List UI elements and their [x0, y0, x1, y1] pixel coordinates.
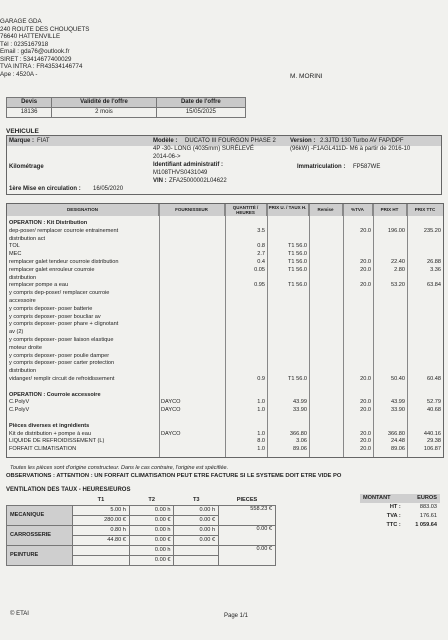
cell-designation: LIQUIDE DE REFROIDISSEMENT (L)	[9, 438, 105, 445]
table-row	[7, 345, 443, 352]
cell-prix-ht: 366.80	[387, 430, 405, 437]
cell-designation: distribution	[9, 368, 37, 375]
cell-fournisseur: DAYCO	[161, 430, 181, 437]
carrosserie-t3-euros: 0.00 €	[174, 536, 219, 546]
mecanique-label: MECANIQUE	[7, 506, 73, 526]
cell-designation: TOL	[9, 243, 20, 250]
table-row	[7, 236, 443, 243]
peinture-t2-hours: 0.00 h	[129, 546, 174, 556]
cell-quantite: 0.4	[257, 259, 265, 265]
mecanique-t1-hours: 5.00 h	[73, 506, 130, 516]
table-row	[7, 321, 443, 328]
garage-address-block	[0, 18, 89, 79]
cell-quantite: 1.0	[257, 407, 265, 414]
col-tva: %TVA	[343, 204, 373, 216]
cell-prix-unitaire: 43.99	[293, 399, 307, 406]
table-row	[7, 423, 443, 430]
cell-designation: distribution act	[9, 235, 46, 242]
garage-email: Email : gda76@outlook.fr	[0, 48, 70, 56]
version-label: Version :	[290, 138, 316, 144]
validite-header: Validité de l'offre	[52, 98, 157, 108]
modele-line-2: 4P -30- LONG (4035mm) SURÉLEVÉ	[153, 146, 254, 152]
cell-prix-ttc: 63.84	[427, 282, 441, 289]
cell-quantite: 0.05	[254, 266, 265, 273]
peinture-pieces: 0.00 €	[219, 546, 276, 566]
devis-info-table	[6, 97, 246, 118]
cell-prix-ttc: 3.36	[430, 266, 441, 273]
cell-quantite: 0.95	[254, 282, 265, 289]
ht-label: HT :	[389, 504, 401, 511]
cell-prix-unitaire: 33.90	[293, 407, 307, 414]
totals-table	[360, 494, 440, 530]
origin-note: Toutes les pièces sont d'origine constructeur. Dans le cas contraire, l'origine est spécifiée.	[10, 465, 229, 471]
vin-value: ZFA25000002L04622	[169, 178, 227, 184]
table-row	[7, 243, 443, 250]
cell-designation: Pièces diverses et ingrédients	[9, 422, 90, 429]
table-row	[7, 438, 443, 445]
cell-designation: MEC	[9, 251, 22, 258]
table-row	[7, 431, 443, 438]
cell-prix-ht: 33.90	[391, 407, 405, 414]
vin-label: VIN :	[153, 178, 167, 184]
cell-tva-rate: 20.0	[360, 376, 371, 382]
table-row	[7, 290, 443, 297]
cell-designation: y compris deposer- poser batterie	[9, 305, 93, 312]
garage-city: 76640 HATTENVILLE	[0, 33, 61, 41]
table-row	[7, 446, 443, 453]
cell-designation: remplacer galet enrouleur courroie	[9, 266, 95, 273]
table-row	[7, 220, 443, 227]
carrosserie-label: CARROSSERIE	[7, 526, 73, 546]
cell-tva-rate: 20.0	[360, 446, 371, 453]
cell-designation: y compris deposer- poser carter protection	[9, 360, 115, 367]
cell-designation: remplacer pompe a eau	[9, 282, 69, 289]
cell-designation: y compris dep-poser/ remplacer courroie	[9, 290, 110, 297]
cell-designation: moteur droite	[9, 344, 42, 351]
devis-header: Devis	[7, 98, 52, 108]
cell-prix-ht: 22.40	[391, 259, 405, 265]
table-row	[7, 259, 443, 266]
modele-line-1: DUCATO III FOURGON PHASE 2	[185, 138, 276, 144]
cell-prix-ht: 2.80	[394, 266, 405, 273]
table-row	[7, 353, 443, 360]
cell-prix-unitaire: 89.06	[293, 446, 307, 453]
cell-tva-rate: 20.0	[360, 282, 371, 289]
montant-header: MONTANT	[360, 494, 404, 503]
table-row	[7, 267, 443, 274]
cell-tva-rate: 20.0	[360, 430, 371, 437]
cell-prix-ttc: 40.68	[427, 407, 441, 414]
version-line-2: (96kW) -F1AGL411D- M6 à partir de 2016-10	[290, 146, 411, 152]
cell-designation: av (2)	[9, 329, 24, 336]
cell-fournisseur: DAYCO	[161, 407, 181, 414]
col-remise: Remise	[309, 204, 343, 216]
cell-prix-unitaire: 3.06	[296, 438, 307, 445]
cell-prix-unitaire: 366.80	[289, 430, 307, 437]
ventilation-title: VENTILATION DES TAUX - HEURES/EUROS	[6, 487, 131, 493]
mise-value: 16/05/2020	[93, 186, 124, 192]
ident-value: M108THVS0431049	[153, 170, 208, 176]
observations: OBSERVATIONS : ATTENTION : UN FORFAIT CLIMATISATION PEUT ÊTRE FACTURÉ SI LE SYSTEME DOIT ETRE VIDE PO	[6, 473, 342, 479]
garage-street: 240 ROUTE DES CHOUQUETS	[0, 25, 90, 33]
garage-siret: SIRET : 53414677400029	[0, 55, 72, 63]
table-row	[7, 415, 443, 422]
table-row	[7, 228, 443, 235]
table-row	[7, 314, 443, 321]
cell-prix-ttc: 29.38	[427, 438, 441, 445]
garage-phone: Tél : 0235167918	[0, 40, 49, 48]
table-row	[7, 337, 443, 344]
table-row	[7, 368, 443, 375]
t1-header: T1	[97, 497, 105, 504]
cell-designation: y compris deposer- poser phare + clignotant	[9, 321, 119, 328]
cell-prix-ht: 24.48	[391, 438, 405, 445]
mecanique-t3-euros: 0.00 €	[174, 516, 219, 526]
table-row	[7, 384, 443, 391]
devis-number: 18136	[7, 107, 52, 117]
garage-ape: Ape : 4520A -	[0, 70, 38, 78]
cell-designation: y compris deposer- poser liaison elastique	[9, 337, 114, 343]
cell-quantite: 1.0	[257, 430, 265, 437]
cell-quantite: 0.8	[257, 243, 265, 250]
t2-header: T2	[148, 497, 155, 504]
col-fournisseur: FOURNISSEUR	[159, 204, 225, 216]
peinture-t2-euros: 0.00 €	[129, 556, 174, 566]
col-designation: DESIGNATION	[7, 204, 159, 216]
mecanique-t1-euros: 280.00 €	[73, 516, 130, 526]
date-value: 15/05/2025	[156, 107, 245, 117]
euros-header: EUROS	[404, 494, 440, 503]
cell-prix-ttc: 235.20	[423, 227, 441, 234]
etai-logo: © ETAI	[10, 611, 29, 617]
carrosserie-t3-hours: 0.00 h	[174, 526, 219, 536]
marque-value: FIAT	[37, 138, 50, 144]
cell-prix-ht: 89.06	[391, 446, 405, 453]
immat-value: FP587WE	[353, 164, 381, 170]
peinture-label: PEINTURE	[7, 546, 73, 566]
vehicle-box	[6, 135, 442, 195]
cell-prix-ht: 196.00	[387, 227, 405, 234]
mecanique-pieces: 558.23 €	[219, 506, 276, 526]
table-row	[7, 282, 443, 289]
cell-quantite: 8.0	[257, 438, 265, 445]
table-row	[7, 329, 443, 336]
col-prix-ttc: PRIX TTC	[407, 204, 443, 216]
cell-designation: y compris deposer- poser poulie damper	[9, 352, 110, 359]
total-ht: 883.03	[419, 504, 437, 511]
cell-prix-unitaire: T1 56.0	[288, 259, 307, 265]
cell-quantite: 3.5	[257, 227, 265, 234]
cell-quantite: 1.0	[257, 446, 265, 453]
cell-prix-unitaire: T1 56.0	[288, 266, 307, 273]
modele-label: Modèle :	[153, 138, 178, 144]
cell-designation: remplacer galet tendeur courroie distribution	[9, 259, 119, 265]
cell-designation: y compris deposer- poser boucliar av	[9, 313, 101, 320]
total-ttc: 1 059.64	[415, 522, 437, 529]
cell-prix-ht: 50.40	[391, 376, 405, 382]
carrosserie-t2-hours: 0.00 h	[129, 526, 174, 536]
garage-tva: TVA INTRA : FR43534146774	[0, 63, 83, 71]
cell-prix-ht: 53.20	[391, 282, 405, 289]
mecanique-t3-hours: 0.00 h	[174, 506, 219, 516]
cell-prix-ht: 43.99	[391, 399, 405, 406]
cell-designation: OPERATION : Kit Distribution	[9, 220, 88, 226]
cell-quantite: 2.7	[257, 251, 265, 258]
carrosserie-t1-hours: 0.80 h	[73, 526, 130, 536]
mise-label: 1ère Mise en circulation :	[9, 186, 81, 192]
carrosserie-t2-euros: 0.00 €	[129, 536, 174, 546]
page-number: Page 1/1	[224, 613, 249, 619]
cell-prix-ttc: 60.48	[427, 376, 441, 382]
cell-prix-unitaire: T1 56.0	[288, 243, 307, 250]
ttc-label: TTC :	[386, 522, 401, 529]
ventilation-table	[6, 496, 276, 566]
cell-tva-rate: 20.0	[360, 266, 371, 273]
garage-name: GARAGE GDA	[0, 18, 42, 25]
client-name: M. MORINI	[290, 73, 323, 80]
table-row	[7, 360, 443, 367]
date-header: Date de l'offre	[156, 98, 245, 108]
table-row	[7, 251, 443, 258]
table-row	[7, 399, 443, 406]
cell-prix-unitaire: T1 56.0	[288, 376, 307, 382]
table-row	[7, 275, 443, 282]
table-row	[7, 407, 443, 414]
validite-value: 2 mois	[52, 107, 157, 117]
table-row	[7, 392, 443, 399]
total-tva: 176.61	[419, 513, 437, 520]
cell-fournisseur: DAYCO	[161, 399, 181, 406]
cell-tva-rate: 20.0	[360, 399, 371, 406]
carrosserie-t1-euros: 44.80 €	[73, 536, 130, 546]
cell-tva-rate: 20.0	[360, 259, 371, 265]
col-quantite: QUANTITÉ / HEURES	[225, 204, 267, 216]
col-prix-unitaire: PRIX U. / TAUX H.	[267, 204, 309, 216]
cell-quantite: 1.0	[257, 399, 265, 406]
cell-designation: dep-poser/ remplacer courroie entrainement	[9, 227, 119, 234]
cell-designation: accessoire	[9, 298, 36, 304]
carrosserie-pieces: 0.00 €	[219, 526, 276, 546]
cell-tva-rate: 20.0	[360, 407, 371, 414]
cell-designation: OPERATION : Courroie accessoire	[9, 391, 101, 398]
mecanique-t2-euros: 0.00 €	[129, 516, 174, 526]
col-prix-ht: PRIX HT	[373, 204, 407, 216]
vehicle-title: VEHICULE	[6, 128, 39, 135]
cell-designation: C.PolyV	[9, 407, 30, 414]
cell-designation: vidanger/ remplir circuit de refroidissement	[9, 376, 115, 382]
cell-prix-ttc: 52.79	[427, 399, 441, 406]
immat-label: Immatriculation :	[297, 164, 346, 170]
marque-label: Marque :	[9, 138, 35, 144]
pieces-header: PIECES	[236, 497, 258, 504]
cell-designation: FORFAIT CLIMATISATION	[9, 446, 77, 453]
cell-tva-rate: 20.0	[360, 438, 371, 445]
mecanique-t2-hours: 0.00 h	[129, 506, 174, 516]
table-row	[7, 376, 443, 383]
table-row	[7, 306, 443, 313]
modele-line-3: 2014-06->	[153, 154, 181, 160]
cell-designation: Kit de distribution + pompe à eau	[9, 430, 91, 437]
quote-lines-table	[6, 203, 444, 458]
km-label: Kilométrage	[9, 164, 44, 170]
cell-quantite: 0.9	[257, 376, 265, 382]
cell-prix-ttc: 26.88	[427, 259, 441, 265]
cell-prix-ttc: 440.16	[423, 430, 441, 437]
cell-designation: distribution	[9, 274, 37, 281]
cell-prix-unitaire: T1 56.0	[288, 251, 307, 258]
tva-label: TVA :	[386, 513, 401, 520]
cell-designation: C.PolyV	[9, 399, 30, 406]
t3-header: T3	[193, 497, 200, 504]
cell-prix-ttc: 106.87	[423, 446, 441, 453]
table-row	[7, 298, 443, 305]
ident-label: Identifiant administratif :	[153, 162, 224, 168]
cell-prix-unitaire: T1 56.0	[288, 282, 307, 289]
version-line-1: 2.3JTD 130 Turbo AV FAP/DPF	[320, 138, 404, 144]
cell-tva-rate: 20.0	[360, 227, 371, 234]
